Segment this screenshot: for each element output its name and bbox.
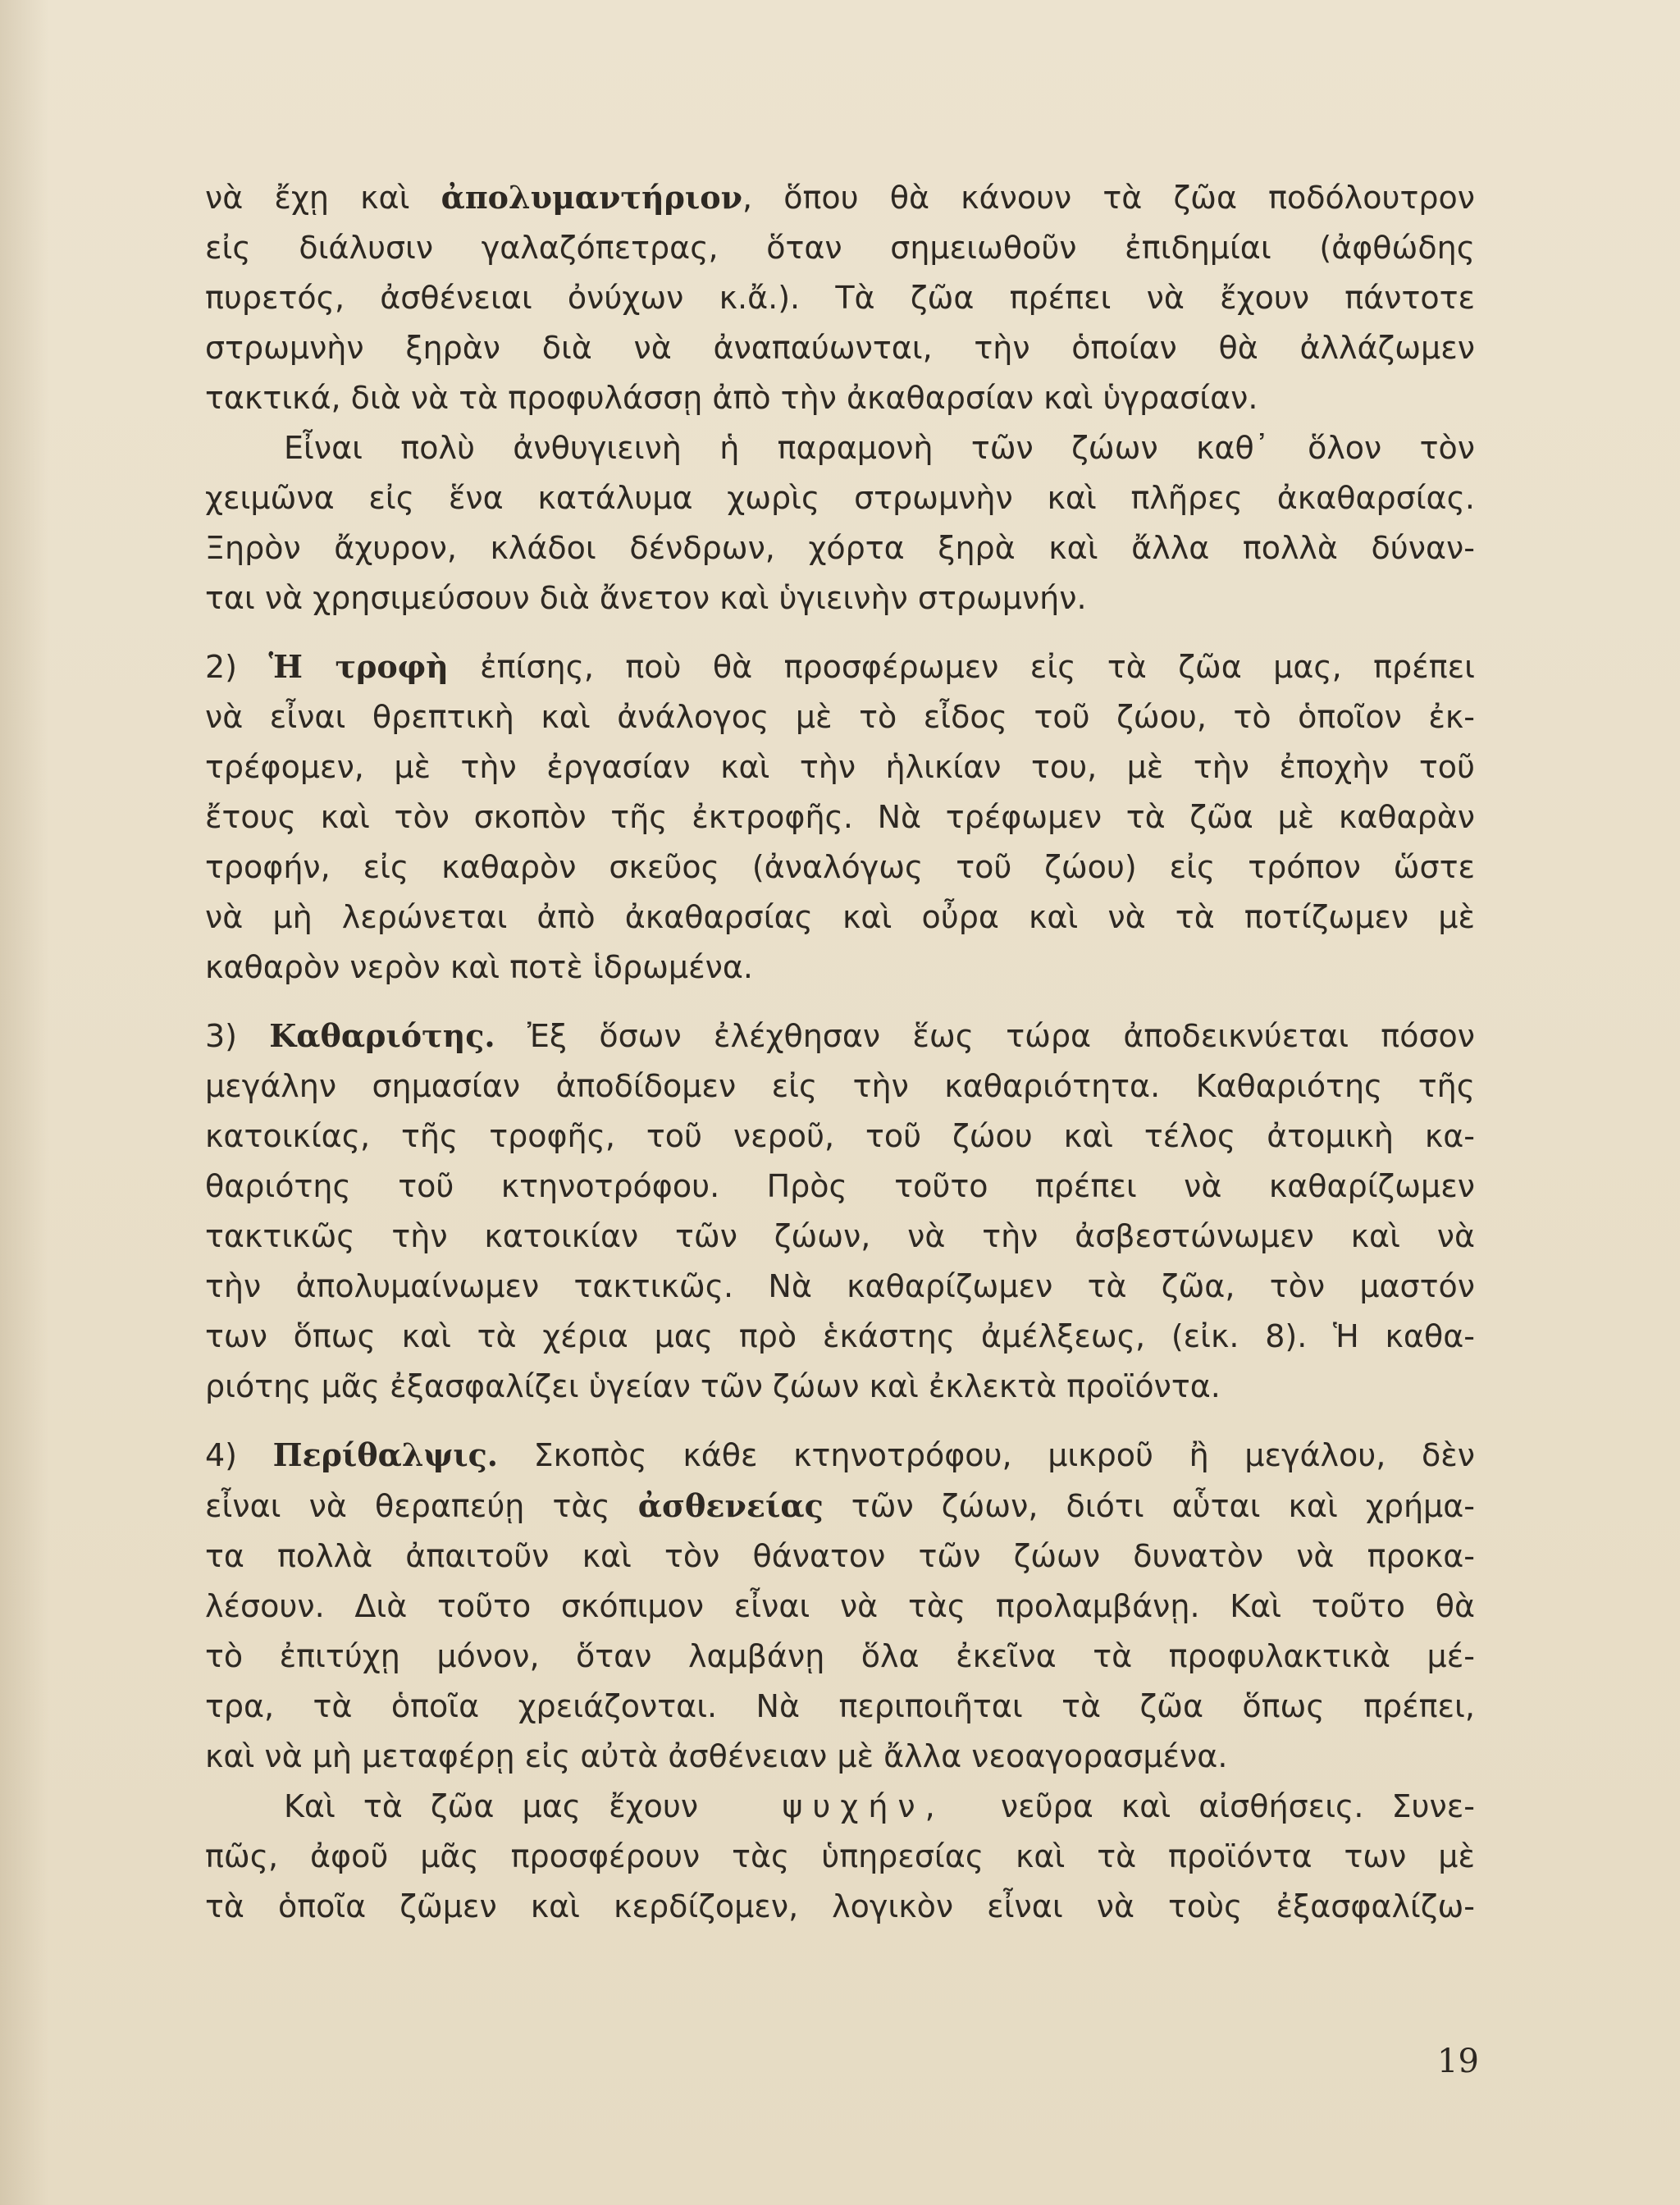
- paragraph-gap: [205, 1412, 1475, 1430]
- section-heading-cleanliness: Καθαριότης.: [269, 1017, 495, 1054]
- paragraph-5-care: [205, 1430, 1475, 1782]
- section-number: 2): [205, 649, 269, 685]
- line-text: Ἐξ ὅσων ἐλέχθησαν ἕως τώρα ἀποδεικνύεται πόσον: [495, 1018, 1475, 1054]
- text-line: τακτικῶς τὴν κατοικίαν τῶν ζώων, νὰ τὴν ἀσβεστώνωμεν καὶ νὰ: [205, 1218, 1475, 1254]
- text-line: [205, 1011, 1475, 1061]
- paragraph-1: [205, 172, 1475, 423]
- line-text: ἐπίσης, ποὺ θὰ προσφέρωμεν εἰς τὰ ζῶα μας, πρέπει: [448, 649, 1475, 685]
- line-text-after-bold: , ὅπου θὰ κάνουν τὰ ζῶα ποδόλουτρον: [742, 180, 1475, 216]
- text-line: χειμῶνα εἰς ἕνα κατάλυμα χωρὶς στρωμνὴν καὶ πλῆρες ἀκαθαρσίας.: [205, 480, 1475, 516]
- text-line: καθαρὸν νερὸν καὶ ποτὲ ἱδρωμένα.: [205, 949, 753, 985]
- text-line: Εἶναι πολὺ ἀνθυγιεινὴ ἡ παραμονὴ τῶν ζώων καθ᾽ ὅλον τὸν: [284, 430, 1475, 466]
- paragraph-4-cleanliness: [205, 1011, 1475, 1412]
- text-line: μεγάλην σημασίαν ἀποδίδομεν εἰς τὴν καθαριότητα. Καθαριότης τῆς: [205, 1068, 1475, 1104]
- text-line: [205, 1782, 1475, 1832]
- bold-term-disinfection-bath: ἀπολυμαντήριον: [441, 179, 742, 216]
- text-line: τρέφομεν, μὲ τὴν ἐργασίαν καὶ τὴν ἡλικίαν του, μὲ τὴν ἐποχὴν τοῦ: [205, 749, 1475, 785]
- section-heading-food: Ἡ τροφὴ: [268, 648, 449, 685]
- line-text: νεῦρα καὶ αἰσθήσεις. Συνε-: [1000, 1788, 1475, 1824]
- text-line: λέσουν. Διὰ τοῦτο σκόπιμον εἶναι νὰ τὰς προλαμβάνῃ. Καὶ τοῦτο θὰ: [205, 1588, 1475, 1624]
- text-line: των ὅπως καὶ τὰ χέρια μας πρὸ ἑκάστης ἀμέλξεως, (εἰκ. 8). Ἡ καθα-: [205, 1318, 1475, 1354]
- page-number: 19: [1437, 2043, 1479, 2080]
- text-line: [205, 1481, 1475, 1532]
- paragraph-gap: [205, 623, 1475, 641]
- line-text-before-bold: εἶναι νὰ θεραπεύῃ τὰς: [205, 1488, 638, 1524]
- text-line: [205, 172, 1475, 223]
- paragraph-2: [205, 423, 1475, 623]
- text-line: εἰς διάλυσιν γαλαζόπετρας, ὅταν σημειωθοῦν ἐπιδημίαι (ἀφθώδης: [205, 230, 1475, 266]
- text-line: κατοικίας, τῆς τροφῆς, τοῦ νεροῦ, τοῦ ζώου καὶ τέλος ἀτομικὴ κα-: [205, 1118, 1475, 1154]
- text-line: τὸ ἐπιτύχῃ μόνον, ὅταν λαμβάνῃ ὅλα ἐκεῖνα τὰ προφυλακτικὰ μέ-: [205, 1638, 1475, 1674]
- line-text-before-bold: νὰ ἔχῃ καὶ: [205, 180, 441, 216]
- text-line: στρωμνὴν ξηρὰν διὰ νὰ ἀναπαύωνται, τὴν ὁποίαν θὰ ἀλλάζωμεν: [205, 330, 1475, 366]
- text-line: πῶς, ἀφοῦ μᾶς προσφέρουν τὰς ὑπηρεσίας καὶ τὰ προϊόντα των μὲ: [205, 1838, 1475, 1874]
- text-line: πυρετός, ἀσθένειαι ὀνύχων κ.ἄ.). Τὰ ζῶα πρέπει νὰ ἔχουν πάντοτε: [205, 280, 1475, 316]
- bold-term-diseases: ἀσθενείας: [637, 1487, 824, 1524]
- text-line: τρα, τὰ ὁποῖα χρειάζονται. Νὰ περιποιῆται τὰ ζῶα ὅπως πρέπει,: [205, 1688, 1475, 1724]
- text-line: [205, 641, 1475, 692]
- text-line: τα πολλὰ ἀπαιτοῦν καὶ τὸν θάνατον τῶν ζώων δυνατὸν νὰ προκα-: [205, 1538, 1475, 1574]
- text-line: νὰ εἶναι θρεπτικὴ καὶ ἀνάλογος μὲ τὸ εἶδος τοῦ ζώου, τὸ ὁποῖον ἐκ-: [205, 699, 1475, 735]
- paragraph-6: [205, 1782, 1475, 1932]
- text-line: Ξηρὸν ἄχυρον, κλάδοι δένδρων, χόρτα ξηρὰ καὶ ἄλλα πολλὰ δύναν-: [205, 530, 1475, 566]
- text-line: τὴν ἀπολυμαίνωμεν τακτικῶς. Νὰ καθαρίζωμεν τὰ ζῶα, τὸν μαστόν: [205, 1268, 1475, 1304]
- section-number: 4): [205, 1437, 273, 1473]
- text-line: [205, 1430, 1475, 1481]
- text-line: καὶ νὰ μὴ μεταφέρῃ εἰς αὐτὰ ἀσθένειαν μὲ ἄλλα νεοαγορασμένα.: [205, 1738, 1228, 1774]
- text-line: τακτικά, διὰ νὰ τὰ προφυλάσσῃ ἀπὸ τὴν ἀκαθαρσίαν καὶ ὑγρασίαν.: [205, 380, 1258, 416]
- line-text: Σκοπὸς κάθε κτηνοτρόφου, μικροῦ ἢ μεγάλου, δὲν: [498, 1437, 1475, 1473]
- section-heading-care: Περίθαλψις.: [272, 1436, 499, 1473]
- line-text-after-bold: τῶν ζώων, διότι αὗται καὶ χρήμα-: [823, 1488, 1475, 1524]
- line-text: Καὶ τὰ ζῶα μας ἔχουν: [284, 1788, 699, 1824]
- text-line: ριότης μᾶς ἐξασφαλίζει ὑγείαν τῶν ζώων καὶ ἐκλεκτὰ προϊόντα.: [205, 1368, 1221, 1404]
- text-line: ἔτους καὶ τὸν σκοπὸν τῆς ἐκτροφῆς. Νὰ τρέφωμεν τὰ ζῶα μὲ καθαρὰν: [205, 799, 1475, 835]
- paragraph-gap: [205, 993, 1475, 1011]
- section-number: 3): [205, 1018, 270, 1054]
- text-line: νὰ μὴ λερώνεται ἀπὸ ἀκαθαρσίας καὶ οὖρα καὶ νὰ τὰ ποτίζωμεν μὲ: [205, 899, 1475, 935]
- spaced-word-soul: ψυχήν,: [782, 1788, 945, 1824]
- page-body-text: [205, 172, 1475, 1932]
- text-line: τροφήν, εἰς καθαρὸν σκεῦος (ἀναλόγως τοῦ ζώου) εἰς τρόπον ὥστε: [205, 849, 1475, 885]
- text-line: ται νὰ χρησιμεύσουν διὰ ἄνετον καὶ ὑγιεινὴν στρωμνήν.: [205, 580, 1087, 616]
- paragraph-3-food: [205, 641, 1475, 993]
- text-line: θαριότης τοῦ κτηνοτρόφου. Πρὸς τοῦτο πρέπει νὰ καθαρίζωμεν: [205, 1168, 1475, 1204]
- text-line: τὰ ὁποῖα ζῶμεν καὶ κερδίζομεν, λογικὸν εἶναι νὰ τοὺς ἐξασφαλίζω-: [205, 1888, 1475, 1924]
